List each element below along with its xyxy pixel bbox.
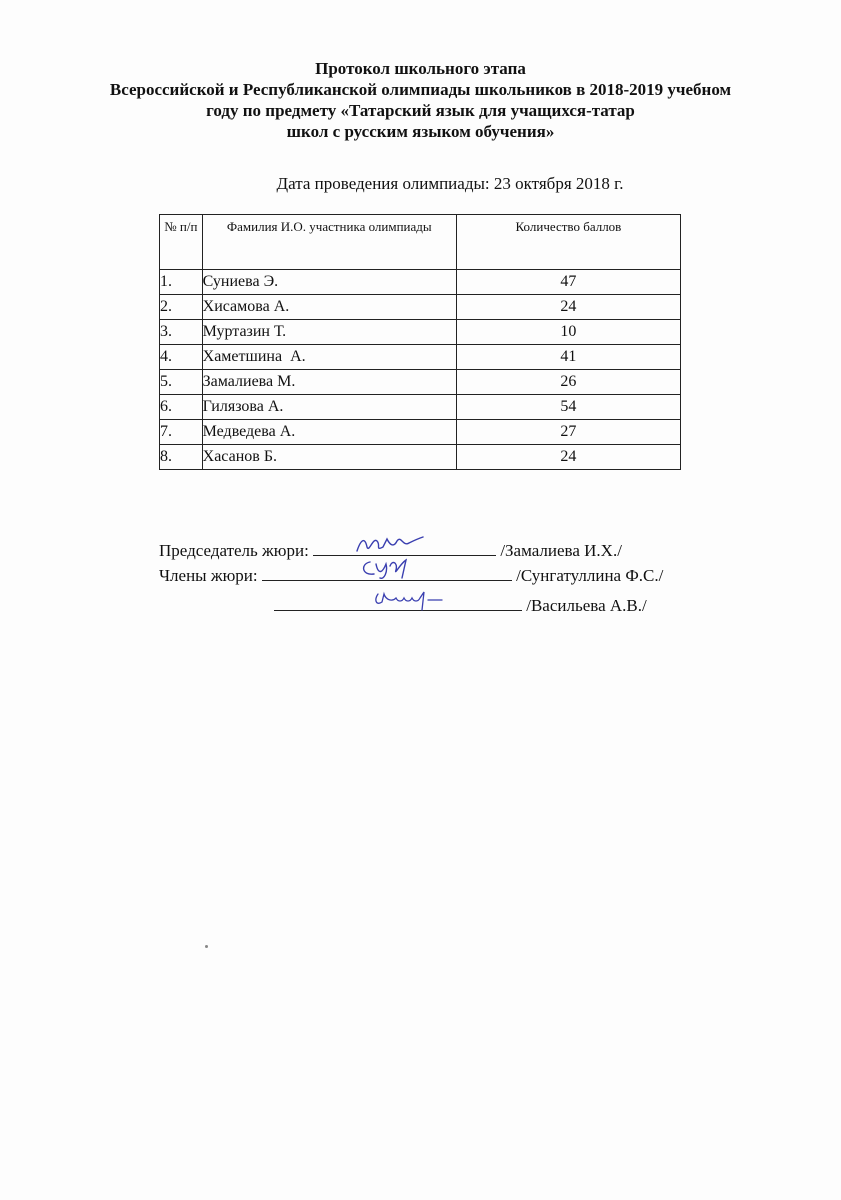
row-score: 47 (456, 270, 680, 295)
row-name: Медведева А. (202, 420, 456, 445)
jury-chair-label: Председатель жюри: (159, 541, 309, 560)
row-score: 24 (456, 445, 680, 470)
results-table (159, 214, 681, 470)
signature-member1-icon (358, 556, 438, 582)
row-num: 2. (160, 295, 203, 320)
jury-member2-name: /Васильева А.В./ (526, 596, 647, 615)
row-name: Муртазин Т. (202, 320, 456, 345)
paper-speck (205, 945, 208, 948)
table-header-row (160, 215, 681, 270)
row-name: Хисамова А. (202, 295, 456, 320)
row-score: 10 (456, 320, 680, 345)
jury-member2-line (274, 596, 647, 616)
table-row (160, 295, 681, 320)
row-score: 24 (456, 295, 680, 320)
signature-chair-icon (353, 533, 433, 557)
header-score: Количество баллов (456, 215, 680, 270)
signature-line-chair (313, 541, 496, 556)
jury-chair-name: /Замалиева И.Х./ (500, 541, 622, 560)
row-score: 26 (456, 370, 680, 395)
row-num: 4. (160, 345, 203, 370)
row-num: 3. (160, 320, 203, 345)
document-title (0, 58, 841, 142)
table-row (160, 345, 681, 370)
header-num: № п/п (160, 215, 203, 270)
title-line-3: году по предмету «Татарский язык для учащихся-татар (206, 101, 635, 120)
title-line-4: школ с русским языком обучения» (286, 122, 555, 141)
table-row (160, 370, 681, 395)
row-num: 7. (160, 420, 203, 445)
header-name: Фамилия И.О. участника олимпиады (202, 215, 456, 270)
row-name: Замалиева М. (202, 370, 456, 395)
row-name: Хаметшина А. (202, 345, 456, 370)
row-num: 6. (160, 395, 203, 420)
olympiad-date: Дата проведения олимпиады: 23 октября 2018 г. (276, 174, 624, 193)
table-row (160, 445, 681, 470)
row-score: 41 (456, 345, 680, 370)
signature-line-member2 (274, 596, 522, 611)
table-row (160, 270, 681, 295)
title-line-2: Всероссийской и Республиканской олимпиады школьников в 2018-2019 учебном (109, 80, 732, 99)
row-num: 5. (160, 370, 203, 395)
row-num: 1. (160, 270, 203, 295)
row-name: Гилязова А. (202, 395, 456, 420)
signature-line-member1 (262, 566, 512, 581)
jury-member1-name: /Сунгатуллина Ф.С./ (516, 566, 664, 585)
jury-members-label: Члены жюри: (159, 566, 258, 585)
row-score: 54 (456, 395, 680, 420)
title-line-1: Протокол школьного этапа (315, 59, 526, 78)
signature-member2-icon (372, 590, 472, 612)
row-name: Суниева Э. (202, 270, 456, 295)
row-num: 8. (160, 445, 203, 470)
table-row (160, 395, 681, 420)
table-row (160, 420, 681, 445)
row-score: 27 (456, 420, 680, 445)
row-name: Хасанов Б. (202, 445, 456, 470)
table-row (160, 320, 681, 345)
jury-members-line (159, 566, 663, 586)
